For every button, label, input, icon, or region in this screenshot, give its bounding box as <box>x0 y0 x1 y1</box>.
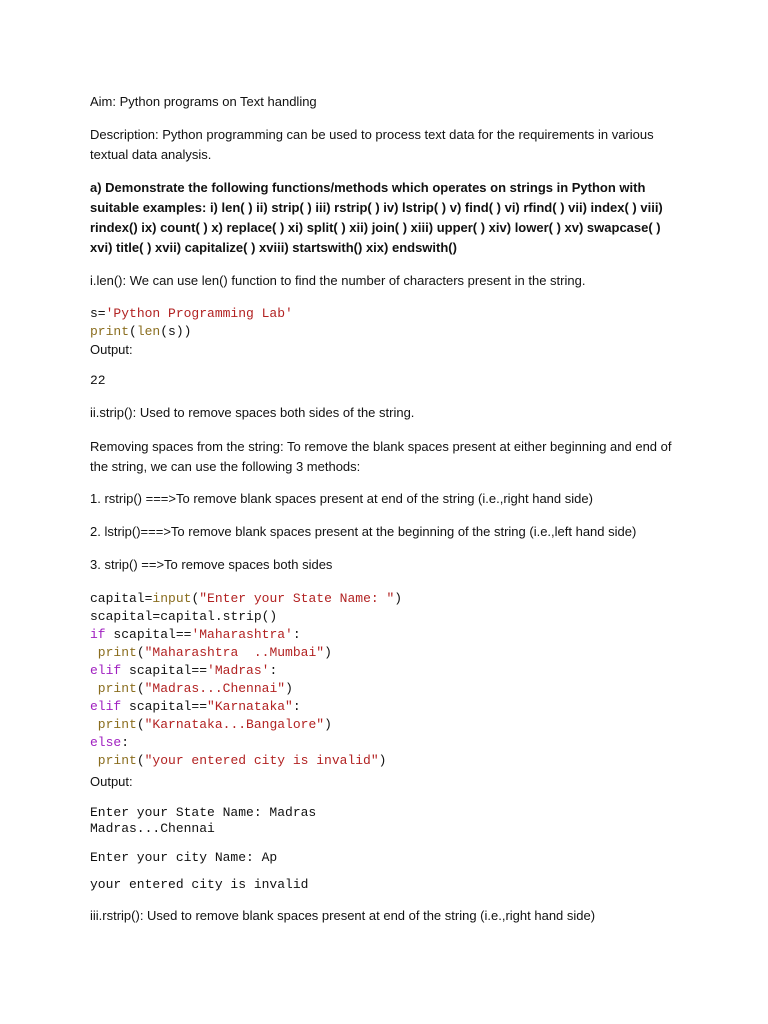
code-token: ) <box>324 645 332 660</box>
code-token: scapital== <box>121 699 208 714</box>
code-string: "Madras...Chennai" <box>144 681 286 696</box>
code-block-len <box>90 305 293 341</box>
code-builtin: print <box>90 645 137 660</box>
code-builtin: print <box>90 681 137 696</box>
output-label-2: Output: <box>90 774 133 789</box>
code-token: ) <box>394 591 403 606</box>
code-token: ( <box>191 591 200 606</box>
output-line-capital: Madras...Chennai <box>90 821 215 836</box>
code-token: : <box>269 663 278 678</box>
code-token: s= <box>90 306 106 321</box>
output-label-1: Output: <box>90 342 133 357</box>
code-token: ( <box>136 717 145 732</box>
list-item-rstrip: 1. rstrip() ===>To remove blank spaces present at end of the string (i.e.,right hand side) <box>90 491 593 506</box>
code-string: "Enter your State Name: " <box>199 591 395 606</box>
code-builtin: print <box>90 753 137 768</box>
code-builtin: len <box>136 324 161 339</box>
list-item-lstrip: 2. lstrip()===>To remove blank spaces present at the beginning of the string (i.e.,left hand side) <box>90 524 637 539</box>
code-token: scapital== <box>121 663 208 678</box>
code-keyword: if <box>90 627 106 642</box>
code-keyword: elif <box>90 663 122 678</box>
code-string: "Maharashtra ..Mumbai" <box>144 645 325 660</box>
code-token: ( <box>136 753 145 768</box>
code-token: ( <box>129 324 137 339</box>
code-token: (s)) <box>160 324 192 339</box>
len-heading: i.len(): We can use len() function to find the number of characters present in the string. <box>90 273 586 288</box>
code-token: capital= <box>90 591 153 606</box>
code-string: 'Maharashtra' <box>191 627 293 642</box>
code-block-strip <box>90 590 402 770</box>
code-builtin: print <box>90 717 137 732</box>
code-string: 'Python Programming Lab' <box>105 306 293 321</box>
output-line-state: Enter your State Name: Madras <box>90 805 317 820</box>
code-token: ) <box>324 717 332 732</box>
list-item-strip: 3. strip() ==>To remove spaces both sides <box>90 557 333 572</box>
code-string: "Karnataka" <box>207 699 293 714</box>
code-token: scapital=capital.strip() <box>90 609 278 624</box>
code-token: ( <box>136 681 145 696</box>
aim-line: Aim: Python programs on Text handling <box>90 94 317 109</box>
question-paragraph <box>90 178 680 258</box>
code-token: : <box>292 627 301 642</box>
code-builtin: print <box>90 324 130 339</box>
output-value-1: 22 <box>90 373 106 388</box>
code-token: ) <box>285 681 293 696</box>
rstrip-heading: iii.rstrip(): Used to remove blank spaces present at end of the string (i.e.,right hand side) <box>90 908 596 923</box>
strip-heading: ii.strip(): Used to remove spaces both sides of the string. <box>90 405 415 420</box>
code-token: : <box>292 699 301 714</box>
code-builtin: input <box>152 591 192 606</box>
code-keyword: elif <box>90 699 122 714</box>
code-string: "Karnataka...Bangalore" <box>144 717 325 732</box>
code-keyword: else <box>90 735 122 750</box>
code-string: 'Madras' <box>207 663 270 678</box>
description-paragraph: Description: Python programming can be used to process text data for the requirements in various textual data analysis. <box>90 127 654 162</box>
output-line-city: Enter your city Name: Ap <box>90 850 278 865</box>
code-token: ( <box>136 645 145 660</box>
code-token: ) <box>378 753 387 768</box>
removing-paragraph: Removing spaces from the string: To remove the blank spaces present at either beginning and end of the string, we can use the following 3 methods: <box>90 439 672 474</box>
code-string: "your entered city is invalid" <box>144 753 379 768</box>
code-token: : <box>121 735 130 750</box>
output-line-invalid: your entered city is invalid <box>90 877 309 892</box>
question-text: a) Demonstrate the following functions/methods which operates on strings in Python with suitable examples: i) len( ) ii) strip( ) iii) rstrip( ) iv) lstrip( ) v) find( ) vi) rfind( ) vii) index( ) viii) rindex() ix) count( ) x) replace( ) xi) split( ) xii) join( ) xiii) upper( ) xiv) lower( ) xv) swapcase( ) xvi) title( ) xvii) capitalize( ) xviii) startswith() xix) endswith() <box>90 180 663 255</box>
code-token: scapital== <box>105 627 192 642</box>
